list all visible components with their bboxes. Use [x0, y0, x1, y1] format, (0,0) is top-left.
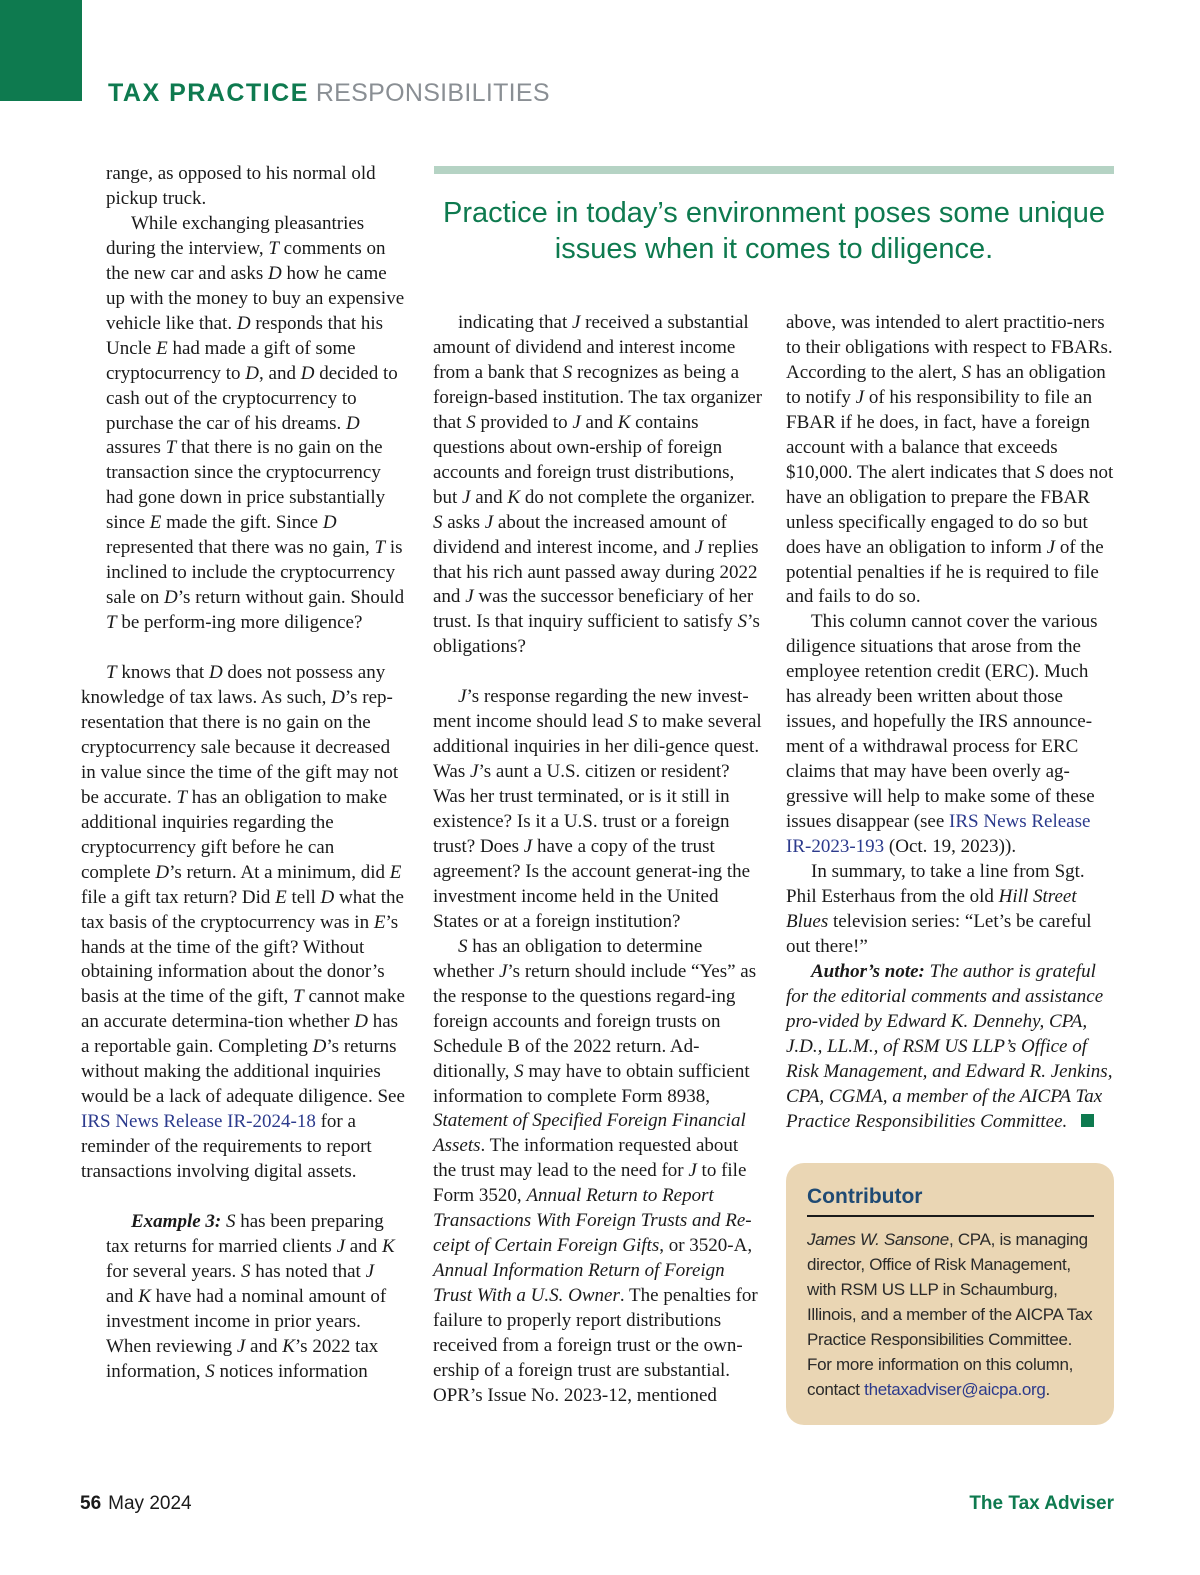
- paragraph: This column cannot cover the various diligence situations that arose from the employee retention credit (ERC). Much has already been written about those issues, and hopefully the IRS announce-ment of a withdrawal process for ERC claims that may have been overly ag-gressive will help to make some of these issues disappear (see IRS News Release IR-2023-193 (Oct. 19, 2023)).: [786, 611, 1098, 858]
- pull-quote: Practice in today’s environment poses some unique issues when it comes to diligence.: [442, 197, 1105, 265]
- example-label: Example 3:: [131, 1211, 222, 1232]
- issue-date: May 2024: [108, 1493, 192, 1514]
- page-number: 56: [80, 1493, 102, 1514]
- authors-note-label: Author’s note:: [811, 960, 925, 982]
- footer-page-info: [80, 1492, 192, 1516]
- column-1: [81, 162, 406, 1385]
- column-3: [786, 311, 1116, 1134]
- pull-quote-rule: [434, 166, 1114, 174]
- paragraph: above, was intended to alert practitio-ners to their obligations with respect to FBARs. According to the alert, S has an obligation to notify J of his responsibility to file an FBAR if he does, in fact, have a foreign account with a balance that exceeds $10,000. The alert indicates that S does not have an obligation to prepare the FBAR unless specifically engaged to do so but does have an obligation to inform J of the potential penalties if he is required to file and fails to do so.: [786, 312, 1114, 608]
- publication-name: The Tax Adviser: [969, 1493, 1114, 1514]
- paragraph: S has an obligation to determine whether J’s return should include “Yes” as the response to the questions regard-ing foreign accounts and foreign trusts on Schedule B of the 2022 return. Ad-ditionally, S may have to obtain sufficient information to complete Form 8938, Statement of Specified Foreign Financial Assets. The information requested about the trust may lead to the need for J to file Form 3520, Annual Return to Report Transactions With Foreign Trusts and Re-ceipt of Certain Foreign Gifts, or 3520-A, Annual Information Return of Foreign Trust With a U.S. Owner. The penalties for failure to properly report distributions received from a foreign trust or the own-ership of a foreign trust are substantial. OPR’s Issue No. 2023-12, mentioned: [433, 935, 758, 1406]
- paragraph: indicating that J received a substantial amount of dividend and interest income from a bank that S recognizes as being a foreign-based institution. The tax organizer that S provided to J and K contains questions about own-ership of foreign accounts and foreign trust distributions, but J and K do not complete the organizer. S asks J about the increased amount of dividend and interest income, and J replies that his rich aunt passed away during 2022 and J was the successor beneficiary of her trust. Is that inquiry sufficient to satisfy S’s obligations?: [433, 312, 763, 658]
- irs-news-release-link[interactable]: IRS News Release IR-2023-193: [786, 811, 1091, 858]
- authors-note: Author’s note: The author is grateful for the editorial comments and assistance pro-vided by Edward K. Dennehy, CPA, J.D., LL.M., of RSM US LLP’s Office of Risk Management, and Edward R. Jenkins, CPA, CGMA, a member of the AICPA Tax Practice Responsibilities Committee.: [786, 960, 1113, 1132]
- section-header-bold: TAX PRACTICE: [108, 79, 309, 107]
- irs-news-release-link[interactable]: IRS News Release IR-2024-18: [81, 1111, 316, 1133]
- contributor-email-link[interactable]: thetaxadviser@aicpa.org: [864, 1380, 1046, 1399]
- contributor-title: Contributor: [807, 1183, 1094, 1217]
- column-2: [433, 311, 763, 1409]
- tv-series-title: Hill Street Blues: [786, 885, 1077, 932]
- corner-accent-block: [0, 0, 82, 101]
- form-8938-title: Statement of Specified Foreign Financial Assets: [433, 1110, 746, 1157]
- full-width-block: [81, 661, 406, 1185]
- form-3520-title: Annual Return to Report Transactions With Foreign Trusts and Re-ceipt of Certain Foreign Gifts: [433, 1185, 752, 1257]
- paragraph: In summary, to take a line from Sgt. Phil Esterhaus from the old Hill Street Blues television series: “Let’s be careful out there!”: [786, 860, 1092, 957]
- paragraph: range, as opposed to his normal old pickup truck.: [106, 163, 376, 209]
- contributor-name: James W. Sansone: [807, 1230, 949, 1249]
- paragraph: J’s response regarding the new invest-ment income should lead S to make several additional inquiries in her dili-gence quest. Was J’s aunt a U.S. citizen or resident? Was her trust terminated, or is it still in existence? Is it a U.S. trust or a foreign trust? Does J have a copy of the trust agreement? Is the account generat-ing the investment income held in the United States or at a foreign institution?: [433, 686, 762, 932]
- paragraph: T knows that D does not possess any knowledge of tax laws. As such, D’s rep-resentation that there is no gain on the cryptocurrency sale because it decreased in value since the time of the gift may not be accurate. T has an obligation to make additional inquiries regarding the cryptocurrency gift before he can complete D’s return. At a minimum, did E file a gift tax return? Did E tell D what the tax basis of the cryptocurrency was in E’s hands at the time of the gift? Without obtaining information about the donor’s basis at the time of the gift, T cannot make an accurate determina-tion whether D has a reportable gain. Completing D’s returns without making the additional inquiries would be a lack of adequate diligence. See IRS News Release IR-2024-18 for a reminder of the requirements to report transactions involving digital assets.: [81, 662, 405, 1183]
- contributor-bio: James W. Sansone, CPA, is managing director, Office of Risk Management, with RSM US LLP in Schaumburg, Illinois, and a member of the AICPA Tax Practice Responsibilities Committee. For more information on this column, contact thetaxadviser@aicpa.org.: [807, 1230, 1093, 1399]
- paragraph: While exchanging pleasantries during the interview, T comments on the new car and asks D how he came up with the money to buy an expensive vehicle like that. D responds that his Uncle E had made a gift of some cryptocurrency to D, and D decided to cash out of the cryptocurrency to purchase the car of his dreams. D assures T that there is no gain on the transaction since the cryptocurrency had gone down in price substantially since E made the gift. Since D represented that there was no gain, T is inclined to include the cryptocurrency sale on D’s return without gain. Should T be perform-ing more diligence?: [106, 212, 405, 634]
- section-header: [108, 78, 550, 108]
- example-3-paragraph: Example 3: S has been preparing tax returns for married clients J and K for several years. S has noted that J and K have had a nominal amount of investment income in prior years. When reviewing J and K’s 2022 tax information, S notices information: [106, 1211, 395, 1382]
- form-3520a-title: Annual Information Return of Foreign Trust With a U.S. Owner: [433, 1260, 725, 1307]
- section-header-light: RESPONSIBILITIES: [315, 79, 550, 107]
- end-of-article-mark: [1081, 1114, 1094, 1127]
- contributor-box: [786, 1163, 1114, 1425]
